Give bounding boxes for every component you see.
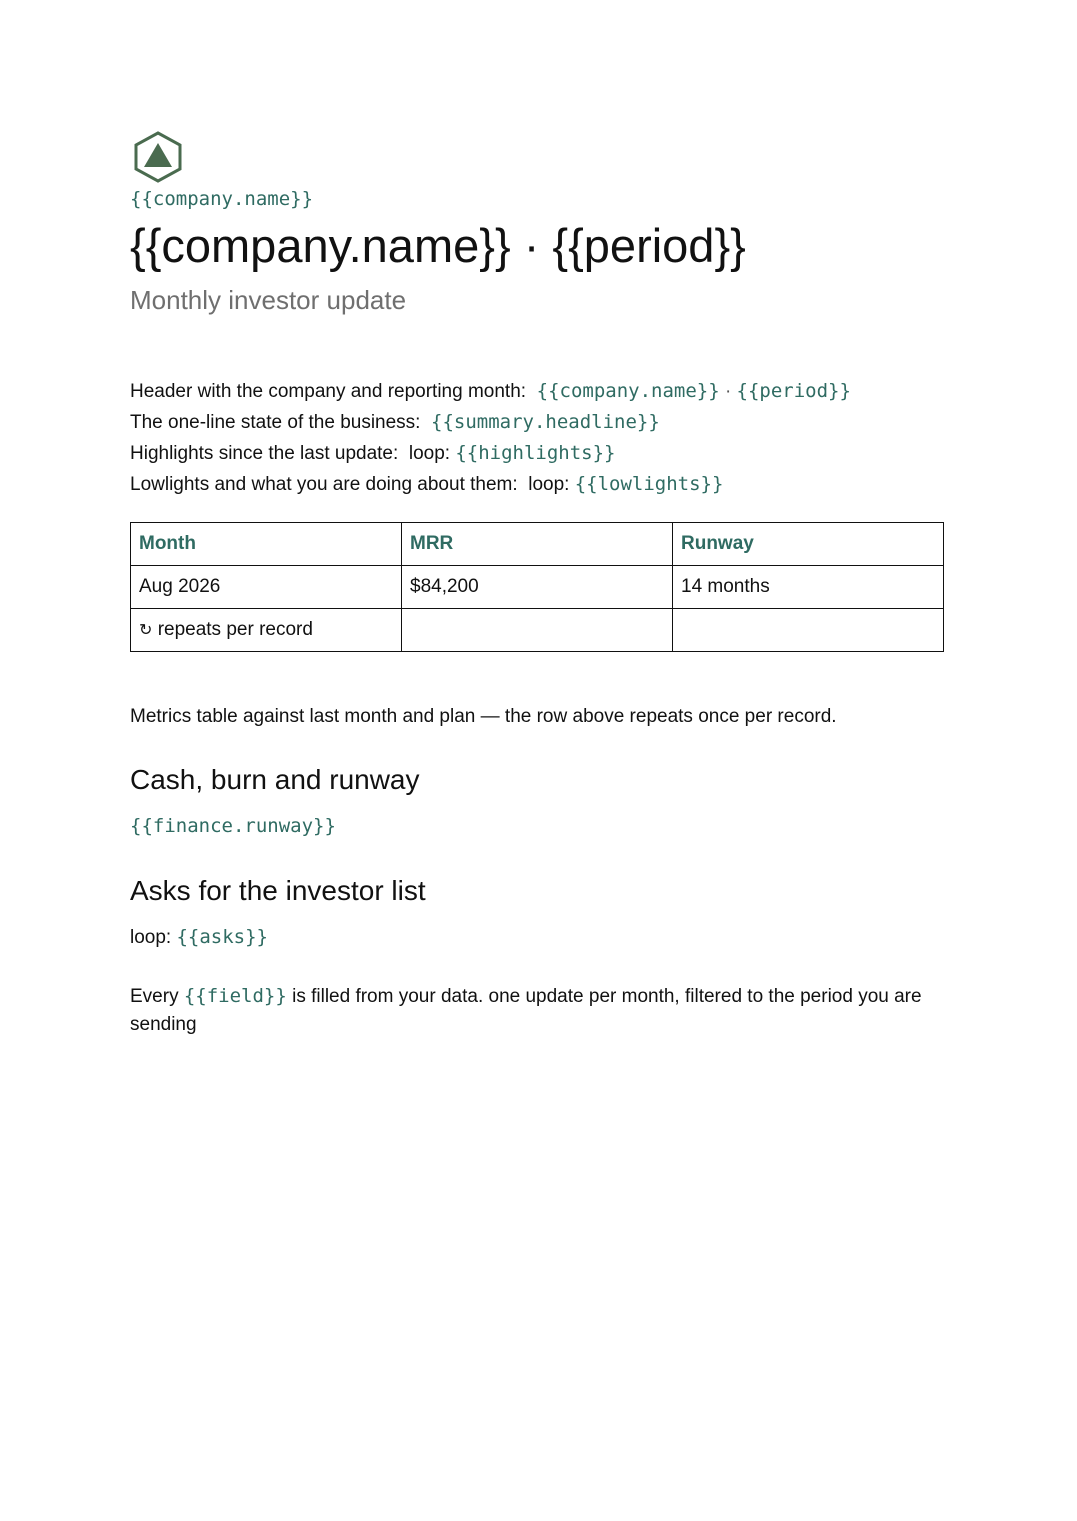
separator: ·	[724, 381, 732, 402]
company-label: {{company.name}}	[130, 188, 314, 210]
repeat-label: repeats per record	[157, 619, 313, 640]
intro-line-summary	[130, 407, 851, 438]
table-cell-month: Aug 2026	[131, 566, 402, 609]
template-field: {{finance.runway}}	[130, 815, 336, 837]
loop-label: loop:	[528, 474, 570, 495]
table-cell-mrr: $84,200	[402, 566, 673, 609]
loop-label: loop:	[408, 443, 451, 464]
intro-line-header	[130, 376, 851, 407]
intro-line-lowlights	[130, 469, 851, 500]
template-field: {{asks}}	[176, 926, 268, 948]
template-field: {{field}}	[183, 985, 287, 1007]
hexagon-triangle-icon	[133, 131, 183, 183]
template-field: {{lowlights}}	[574, 473, 724, 495]
empty-cell	[673, 609, 944, 652]
intro-line-text: The one-line state of the business:	[130, 412, 421, 433]
table-header-row	[131, 523, 944, 566]
table-row	[131, 566, 944, 609]
intro-line-highlights	[130, 438, 851, 469]
repeat-cell	[131, 609, 402, 652]
metrics-note: Metrics table against last month and plan — the row above repeats once per record.	[130, 706, 837, 727]
section-field-cash	[130, 815, 336, 838]
intro-line-text: Lowlights and what you are doing about them:	[130, 474, 518, 495]
footer-note	[130, 982, 944, 1039]
column-header-month: Month	[131, 523, 402, 566]
repeat-icon: ↻	[139, 622, 153, 639]
page-title: {{company.name}} · {{period}}	[130, 219, 746, 272]
section-field-asks	[130, 926, 268, 949]
footer-text-after: is filled from your data. one update per month, filtered to the period you are sending	[130, 986, 922, 1035]
intro-line-text: Header with the company and reporting month:	[130, 381, 527, 402]
intro-fields	[130, 376, 851, 500]
page-subtitle: Monthly investor update	[130, 285, 407, 315]
footer-text-before: Every	[130, 986, 179, 1007]
template-field: {{highlights}}	[455, 442, 616, 464]
column-header-runway: Runway	[673, 523, 944, 566]
section-heading-asks: Asks for the investor list	[130, 875, 426, 906]
empty-cell	[402, 609, 673, 652]
section-heading-cash: Cash, burn and runway	[130, 764, 420, 795]
template-field: {{company.name}}	[536, 380, 720, 402]
loop-label: loop:	[130, 927, 172, 948]
template-field: {{summary.headline}}	[431, 411, 660, 433]
intro-line-text: Highlights since the last update:	[130, 443, 399, 464]
metrics-table	[130, 522, 944, 652]
template-field: {{period}}	[736, 380, 851, 402]
table-cell-runway: 14 months	[673, 566, 944, 609]
repeat-row	[131, 609, 944, 652]
column-header-mrr: MRR	[402, 523, 673, 566]
